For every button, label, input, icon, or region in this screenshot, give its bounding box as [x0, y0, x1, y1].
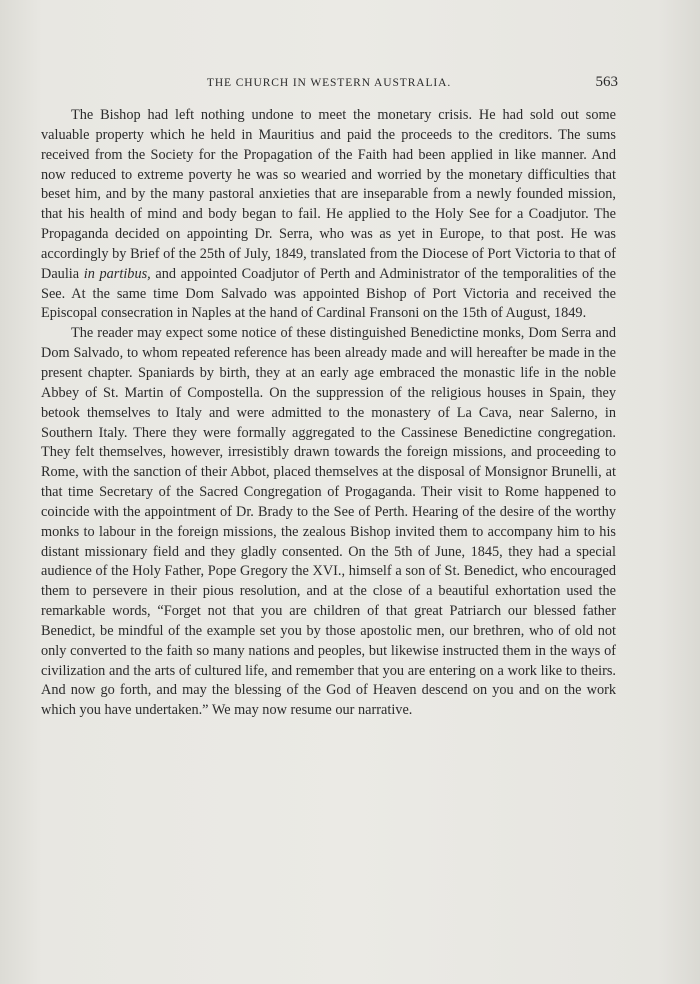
paragraph	[41, 106, 616, 324]
body-text	[41, 106, 616, 721]
running-head: THE CHURCH IN WESTERN AUSTRALIA.	[206, 77, 452, 89]
page-number: 563	[595, 74, 618, 90]
page-header	[40, 74, 618, 94]
paragraph-text: and appointed Coadjutor of Perth and Administrator of the temporalities of the See. At the same time Dom Salvado was appointed Bishop of Port Victoria and received the Episcopal consecration in Naples at the hand of Cardinal Fransoni on the 15th of August, 1849.	[41, 265, 617, 322]
italic-phrase: in partibus,	[83, 265, 151, 282]
paragraph: The reader may expect some notice of these distinguished Benedictine monks, Dom Serra and Dom Salvado, to whom repeated reference has been already made and will hereafter be made in the present chapter. Spaniards by birth, they at an early age embraced the monastic life in the noble Abbey of St. Martin of Compostella. On the suppression of the religious houses in Spain, they betook themselves to Italy and were admitted to the monastery of La Cava, near Salerno, in Southern Italy. There they were formally aggregated to the Cassinese Benedictine congregation. They felt themselves, however, irresistibly drawn towards the foreign missions, and proceeding to Rome, with the sanction of their Abbot, placed themselves at the disposal of Monsignor Brunelli, at that time Secretary of the Sacred Congregation of Progaganda. Their visit to Rome happened to coincide with the appointment of Dr. Brady to the See of Perth. Hearing of the desire of the worthy monks to labour in the foreign missions, the zealous Bishop invited them to accompany him to his distant missionary field and they gladly consented. On the 5th of June, 1845, they had a special audience of the Holy Father, Pope Gregory the XVI., himself a son of St. Benedict, who encouraged them to persevere in their pious resolution, and at the close of a beautiful exhortation used the remarkable words, “Forget not that you are children of that great Patriarch our blessed father Benedict, be mindful of the example set you by those apostolic men, our brethren, who of old not only converted to the faith so many nations and peoples, but likewise instructed them in the ways of civilization and the arts of cultured life, and remember that you are entering on a work like to theirs. And now go forth, and may the blessing of the God of Heaven descend on you and on the work which you have undertaken.” We may now resume our narrative.	[41, 325, 616, 719]
paragraph-text: The Bishop had left nothing undone to meet the monetary crisis. He had sold out some valuable property which he held in Mauritius and paid the proceeds to the creditors. The sums received from the Society for the Propagation of the Faith had been applied in like manner. And now reduced to extreme poverty he was so wearied and worried by the monetary difficulties that beset him, and by the many pastoral anxieties that are inseparable from a newly founded mission, that his health of mind and body began to fail. He applied to the Holy See for a Coadjutor. The Propaganda decided on appointing Dr. Serra, who was as yet in Europe, to that post. He was accordingly by Brief of the 25th of July, 1849, translated from the Diocese of Port Victoria to that of Daulia	[41, 107, 616, 282]
